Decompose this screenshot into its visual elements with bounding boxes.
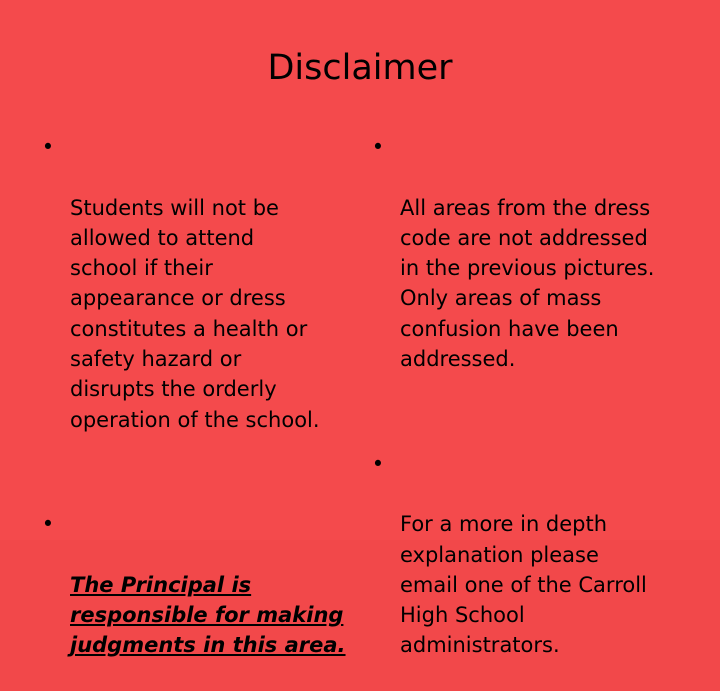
bullet-text: Students will not be allowed to attend school if their appearance or dress constitutes a health or safety hazard or disrupts the orderly operation of the school. (70, 195, 320, 432)
bullet-item (36, 132, 356, 465)
bullet-dot-icon: • (41, 512, 55, 537)
bullet-text-emphasis: The Principal is responsible for making judgments in this area. (70, 572, 346, 658)
bullet-dot-icon: • (41, 135, 55, 159)
bullet-text: For a more in depth explanation please email one of the Carroll High School administrators. (400, 512, 647, 658)
right-column (366, 132, 686, 691)
bullet-item-emphasis (36, 509, 356, 691)
left-column (36, 132, 356, 691)
slide-title: Disclaimer (267, 48, 453, 88)
bullet-item (366, 449, 686, 691)
bullet-dot-icon: • (371, 451, 385, 476)
bullet-item (366, 132, 686, 405)
bullet-dot-icon: • (371, 135, 385, 159)
bullet-text: All areas from the dress code are not addressed in the previous pictures. Only areas of mass confusion have been addressed. (400, 195, 655, 372)
